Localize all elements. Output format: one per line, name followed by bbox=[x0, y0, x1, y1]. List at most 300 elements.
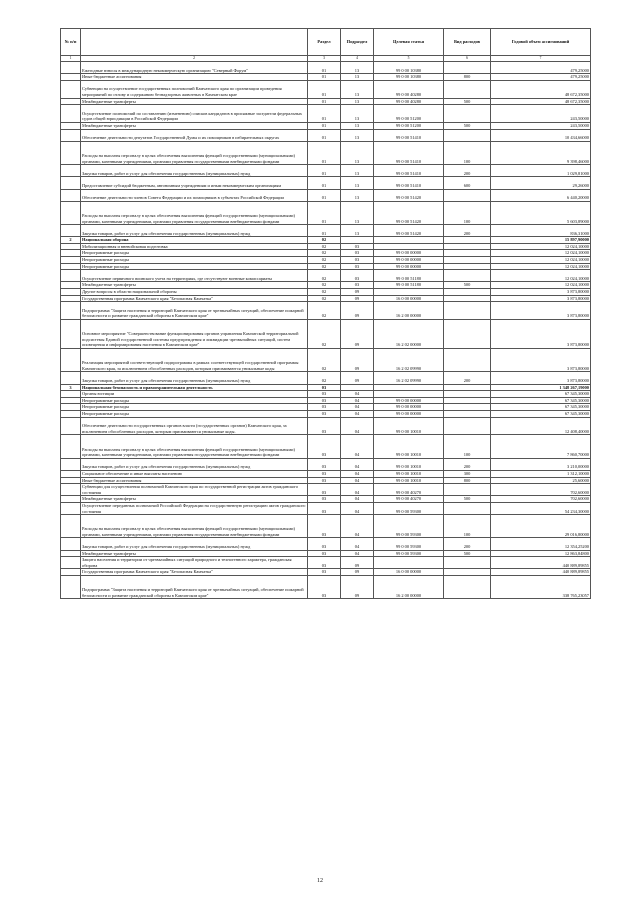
row-name: Непрограммные расходы bbox=[81, 257, 308, 264]
row-podrazdel: 04 bbox=[341, 435, 374, 458]
row-razdel: 03 bbox=[308, 576, 341, 599]
row-name: Межбюджетные трансферты bbox=[81, 550, 308, 557]
row-name: Обеспечение деятельности депутатов Государственной Думы и их помощников в избирательных округах bbox=[81, 129, 308, 141]
row-name: Межбюджетные трансферты bbox=[81, 122, 308, 129]
row-num bbox=[61, 243, 81, 250]
row-name: Обеспечение деятельности государственных органов власти (государственных органов) Камчатского края, за исключением обособленных расходов, которым присваиваются уникальные коды. bbox=[81, 417, 308, 435]
row-target-article: 16 2 02 00000 bbox=[374, 320, 444, 349]
row-expense-type: 500 bbox=[444, 122, 491, 129]
row-razdel: 03 bbox=[308, 557, 341, 569]
row-razdel: 02 bbox=[308, 257, 341, 264]
row-num bbox=[61, 435, 81, 458]
row-expense-type bbox=[444, 263, 491, 270]
row-podrazdel: 04 bbox=[341, 404, 374, 411]
row-expense-type bbox=[444, 397, 491, 404]
row-sum: 3 210,00000 bbox=[491, 458, 591, 470]
row-name: Подпрограмма "Защита населения и территорий Камчатского края от чрезвычайных ситуаций, обеспечение пожарной безопасности и развитие гражданской обороны в Камчатском крае" bbox=[81, 302, 308, 320]
row-podrazdel: 13 bbox=[341, 141, 374, 164]
row-expense-type: 800 bbox=[444, 477, 491, 484]
table-row bbox=[61, 165, 591, 177]
row-podrazdel: 09 bbox=[341, 557, 374, 569]
row-razdel: 03 bbox=[308, 391, 341, 398]
row-num bbox=[61, 165, 81, 177]
row-sum: 12 408,40000 bbox=[491, 417, 591, 435]
row-expense-type bbox=[444, 502, 491, 514]
row-expense-type: 500 bbox=[444, 550, 491, 557]
col-number: 2 bbox=[81, 56, 308, 62]
row-num bbox=[61, 569, 81, 576]
row-name: Непрограммные расходы bbox=[81, 250, 308, 257]
row-podrazdel: 13 bbox=[341, 98, 374, 105]
row-num bbox=[61, 257, 81, 264]
row-target-article: 99 0 00 40280 bbox=[374, 98, 444, 105]
row-name: Закупка товаров, работ и услуг для обеспечения государственных (муниципальных) нужд bbox=[81, 165, 308, 177]
row-name: Защита населения и территории от чрезвычайных ситуаций природного и техногенного характера, гражданская оборона bbox=[81, 557, 308, 569]
row-name: Обеспечение деятельности членов Совета Федерации и их помощников в субъектах Российской Федерации bbox=[81, 189, 308, 201]
row-razdel: 02 bbox=[308, 243, 341, 250]
table-row bbox=[61, 141, 591, 164]
row-target-article bbox=[374, 384, 444, 391]
row-name: Непрограммные расходы bbox=[81, 410, 308, 417]
row-podrazdel: 03 bbox=[341, 270, 374, 282]
table-row bbox=[61, 302, 591, 320]
table-row bbox=[61, 295, 591, 302]
row-name: Национальная безопасность и правоохранительная деятельность bbox=[81, 384, 308, 391]
row-podrazdel: 04 bbox=[341, 410, 374, 417]
row-podrazdel: 04 bbox=[341, 484, 374, 496]
row-num bbox=[61, 391, 81, 398]
table-row bbox=[61, 417, 591, 435]
table-row bbox=[61, 391, 591, 398]
row-razdel: 03 bbox=[308, 458, 341, 470]
row-target-article: 99 0 00 00000 bbox=[374, 250, 444, 257]
row-target-article: 99 0 00 10010 bbox=[374, 458, 444, 470]
row-sum: 3 873,80000 bbox=[491, 320, 591, 349]
row-target-article: 99 0 00 00000 bbox=[374, 397, 444, 404]
row-name: Закупка товаров, работ и услуг для обеспечения государственных (муниципальных) нужд bbox=[81, 538, 308, 550]
row-sum: 25,60000 bbox=[491, 477, 591, 484]
table-row bbox=[61, 435, 591, 458]
row-name: Государственная программа Камчатского края "Безопасная Камчатка" bbox=[81, 295, 308, 302]
row-expense-type: 100 bbox=[444, 201, 491, 224]
row-name: Социальное обеспечение и иные выплаты населению bbox=[81, 470, 308, 477]
row-razdel: 03 bbox=[308, 550, 341, 557]
row-num bbox=[61, 62, 81, 74]
row-target-article: 99 0 00 51410 bbox=[374, 129, 444, 141]
row-expense-type: 200 bbox=[444, 225, 491, 237]
row-name: Межбюджетные трансферты bbox=[81, 282, 308, 289]
row-podrazdel: 13 bbox=[341, 74, 374, 81]
row-expense-type: 500 bbox=[444, 98, 491, 105]
table-row bbox=[61, 349, 591, 372]
row-target-article: 99 0 00 51410 bbox=[374, 165, 444, 177]
row-target-article: 99 0 00 40270 bbox=[374, 484, 444, 496]
row-sum: 702,60000 bbox=[491, 484, 591, 496]
row-num bbox=[61, 105, 81, 123]
table-row bbox=[61, 410, 591, 417]
table-row bbox=[61, 484, 591, 496]
row-num: 2 bbox=[61, 237, 81, 244]
row-podrazdel: 13 bbox=[341, 62, 374, 74]
row-expense-type bbox=[444, 349, 491, 372]
row-podrazdel: 04 bbox=[341, 397, 374, 404]
row-expense-type: 500 bbox=[444, 282, 491, 289]
row-podrazdel: 04 bbox=[341, 538, 374, 550]
table-row bbox=[61, 201, 591, 224]
row-name: Закупка товаров, работ и услуг для обеспечения государственных (муниципальных) нужд bbox=[81, 372, 308, 384]
row-target-article: 16 2 00 00000 bbox=[374, 576, 444, 599]
row-name: Другие вопросы в области национальной обороны bbox=[81, 289, 308, 296]
table-row bbox=[61, 470, 591, 477]
row-num bbox=[61, 225, 81, 237]
table-body bbox=[61, 62, 591, 599]
row-podrazdel: 03 bbox=[341, 243, 374, 250]
header-target-article: Целевая статья bbox=[374, 29, 444, 56]
row-podrazdel: 04 bbox=[341, 417, 374, 435]
row-razdel: 02 bbox=[308, 302, 341, 320]
table-row bbox=[61, 557, 591, 569]
row-razdel: 01 bbox=[308, 189, 341, 201]
table-row bbox=[61, 372, 591, 384]
row-name: Субвенции на осуществление государственных полномочий Камчатского края по организации проведения мероприятий по отлову и содержанию безнадзорных животных в Камчатском крае bbox=[81, 80, 308, 98]
row-expense-type: 100 bbox=[444, 141, 491, 164]
table-row bbox=[61, 122, 591, 129]
col-number: 5 bbox=[374, 56, 444, 62]
table-row bbox=[61, 177, 591, 189]
row-name: Осуществление переданных полномочий Российской Федерации на государственную регистрацию актов гражданского состояния bbox=[81, 502, 308, 514]
row-sum: 67 345,30000 bbox=[491, 391, 591, 398]
row-sum: 67 345,30000 bbox=[491, 410, 591, 417]
row-target-article: 99 0 00 40270 bbox=[374, 496, 444, 503]
budget-table bbox=[60, 28, 591, 599]
row-razdel: 01 bbox=[308, 225, 341, 237]
row-podrazdel: 13 bbox=[341, 80, 374, 98]
row-podrazdel: 13 bbox=[341, 201, 374, 224]
row-razdel: 03 bbox=[308, 470, 341, 477]
table-row bbox=[61, 98, 591, 105]
row-num bbox=[61, 129, 81, 141]
header-row bbox=[61, 29, 591, 56]
row-razdel: 01 bbox=[308, 177, 341, 189]
row-target-article: 16 2 02 09990 bbox=[374, 349, 444, 372]
row-sum: 3 873,80000 bbox=[491, 302, 591, 320]
row-razdel: 03 bbox=[308, 435, 341, 458]
row-name: Основное мероприятие "Совершенствование функционирования органов управления Камчатской территориальной подсистемы Единой государственной системы предупреждения и ликвидации чрезвычайных ситуаций, систем оповещения и информирования населения в Камчатском крае" bbox=[81, 320, 308, 349]
row-podrazdel bbox=[341, 237, 374, 244]
row-expense-type: 800 bbox=[444, 74, 491, 81]
row-name: Межбюджетные трансферты bbox=[81, 98, 308, 105]
row-num: 3 bbox=[61, 384, 81, 391]
row-sum: 54 234,30000 bbox=[491, 502, 591, 514]
row-target-article: 16 0 00 00000 bbox=[374, 295, 444, 302]
row-num bbox=[61, 250, 81, 257]
row-name: Органы юстиции bbox=[81, 391, 308, 398]
col-number: 6 bbox=[444, 56, 491, 62]
row-sum: 29 016,80000 bbox=[491, 515, 591, 538]
row-target-article: 99 0 00 51200 bbox=[374, 105, 444, 123]
row-sum: 479,25000 bbox=[491, 62, 591, 74]
row-target-article bbox=[374, 243, 444, 250]
row-num bbox=[61, 496, 81, 503]
row-razdel: 03 bbox=[308, 410, 341, 417]
table-row bbox=[61, 243, 591, 250]
row-razdel: 01 bbox=[308, 105, 341, 123]
row-target-article: 99 0 00 59300 bbox=[374, 502, 444, 514]
row-sum: 3 873,80000 bbox=[491, 349, 591, 372]
row-razdel: 02 bbox=[308, 237, 341, 244]
col-number: 7 bbox=[491, 56, 591, 62]
row-num bbox=[61, 404, 81, 411]
row-podrazdel: 13 bbox=[341, 129, 374, 141]
row-razdel: 03 bbox=[308, 496, 341, 503]
row-target-article: 99 0 00 10010 bbox=[374, 477, 444, 484]
row-target-article: 99 0 00 00000 bbox=[374, 404, 444, 411]
row-sum: 1 348 267,19000 bbox=[491, 384, 591, 391]
row-sum: 1 029,81000 bbox=[491, 165, 591, 177]
row-expense-type bbox=[444, 250, 491, 257]
table-row bbox=[61, 320, 591, 349]
row-podrazdel: 13 bbox=[341, 122, 374, 129]
row-razdel: 01 bbox=[308, 74, 341, 81]
row-name: Закупка товаров, работ и услуг для обеспечения государственных (муниципальных) нужд bbox=[81, 458, 308, 470]
row-expense-type bbox=[444, 576, 491, 599]
table-row bbox=[61, 225, 591, 237]
table-row bbox=[61, 105, 591, 123]
row-name: Иные бюджетные ассигнования bbox=[81, 74, 308, 81]
row-target-article: 99 0 00 59300 bbox=[374, 515, 444, 538]
row-num bbox=[61, 470, 81, 477]
row-sum: 12 024,10000 bbox=[491, 282, 591, 289]
row-target-article: 99 0 00 10010 bbox=[374, 470, 444, 477]
row-sum: 479,25000 bbox=[491, 74, 591, 81]
row-expense-type: 200 bbox=[444, 538, 491, 550]
row-podrazdel: 13 bbox=[341, 177, 374, 189]
row-name: Межбюджетные трансферты bbox=[81, 496, 308, 503]
row-num bbox=[61, 270, 81, 282]
row-sum: 12 863,84800 bbox=[491, 550, 591, 557]
row-expense-type bbox=[444, 243, 491, 250]
row-razdel: 02 bbox=[308, 263, 341, 270]
table-row bbox=[61, 270, 591, 282]
row-target-article: 99 0 00 51420 bbox=[374, 225, 444, 237]
row-num bbox=[61, 122, 81, 129]
row-name: Непрограммные расходы bbox=[81, 397, 308, 404]
row-sum: 6 440,20000 bbox=[491, 189, 591, 201]
table-row bbox=[61, 189, 591, 201]
row-podrazdel: 03 bbox=[341, 250, 374, 257]
row-num bbox=[61, 141, 81, 164]
row-num bbox=[61, 320, 81, 349]
row-name: Осуществление первичного воинского учета на территориях, где отсутствуют военные комиссариаты bbox=[81, 270, 308, 282]
row-name: Предоставление субсидий бюджетным, автономным учреждениям и иным некоммерческим организациям bbox=[81, 177, 308, 189]
row-num bbox=[61, 80, 81, 98]
row-num bbox=[61, 302, 81, 320]
col-number: 3 bbox=[308, 56, 341, 62]
row-num bbox=[61, 189, 81, 201]
row-num bbox=[61, 477, 81, 484]
table-row bbox=[61, 263, 591, 270]
row-razdel: 01 bbox=[308, 80, 341, 98]
row-target-article: 99 0 00 10380 bbox=[374, 74, 444, 81]
table-row bbox=[61, 496, 591, 503]
row-name: Осуществление полномочий по составлению (изменению) списков кандидатов в присяжные заседатели федеральных судов общей юрисдикции в Российской Федерации bbox=[81, 105, 308, 123]
row-name: Реализация мероприятий соответствующей подпрограммы в рамках соответствующей государственной программы Камчатского края, за исключением обособленных расходов, которым присваиваются уникальные коды bbox=[81, 349, 308, 372]
row-target-article: 99 0 00 51180 bbox=[374, 282, 444, 289]
row-expense-type bbox=[444, 62, 491, 74]
row-expense-type: 100 bbox=[444, 515, 491, 538]
row-expense-type bbox=[444, 80, 491, 98]
row-name: Подпрограмма "Защита населения и территорий Камчатского края от чрезвычайных ситуаций, обеспечение пожарной безопасности и развитие гражданской обороны в Камчатском крае" bbox=[81, 576, 308, 599]
row-razdel: 01 bbox=[308, 129, 341, 141]
row-name: Непрограммные расходы bbox=[81, 404, 308, 411]
row-podrazdel: 04 bbox=[341, 391, 374, 398]
row-num bbox=[61, 98, 81, 105]
row-razdel: 02 bbox=[308, 270, 341, 282]
row-razdel: 03 bbox=[308, 515, 341, 538]
header-razdel: Раздел bbox=[308, 29, 341, 56]
row-podrazdel: 04 bbox=[341, 515, 374, 538]
row-num bbox=[61, 576, 81, 599]
row-razdel: 01 bbox=[308, 98, 341, 105]
row-expense-type bbox=[444, 391, 491, 398]
row-target-article: 16 0 00 00000 bbox=[374, 569, 444, 576]
table-row bbox=[61, 515, 591, 538]
row-razdel: 02 bbox=[308, 349, 341, 372]
row-target-article: 99 0 00 51410 bbox=[374, 177, 444, 189]
row-razdel: 03 bbox=[308, 417, 341, 435]
row-razdel: 02 bbox=[308, 289, 341, 296]
row-sum: 7 860,70000 bbox=[491, 435, 591, 458]
row-sum: 12 024,10000 bbox=[491, 257, 591, 264]
header-expense-type: Вид расходов bbox=[444, 29, 491, 56]
row-target-article: 99 0 00 40280 bbox=[374, 80, 444, 98]
header-annual-sum: Годовой объем ассигнований bbox=[491, 29, 591, 56]
row-podrazdel: 03 bbox=[341, 282, 374, 289]
row-razdel: 03 bbox=[308, 538, 341, 550]
row-sum: 67 345,30000 bbox=[491, 404, 591, 411]
row-razdel: 01 bbox=[308, 62, 341, 74]
row-podrazdel: 09 bbox=[341, 349, 374, 372]
row-razdel: 03 bbox=[308, 569, 341, 576]
row-expense-type bbox=[444, 484, 491, 496]
table-row bbox=[61, 397, 591, 404]
row-razdel: 03 bbox=[308, 484, 341, 496]
row-expense-type: 300 bbox=[444, 470, 491, 477]
row-num bbox=[61, 289, 81, 296]
row-name: Мобилизационная и вневойсковая подготовка bbox=[81, 243, 308, 250]
row-podrazdel: 04 bbox=[341, 496, 374, 503]
row-expense-type bbox=[444, 237, 491, 244]
table-row bbox=[61, 289, 591, 296]
row-podrazdel: 03 bbox=[341, 263, 374, 270]
row-num bbox=[61, 177, 81, 189]
row-name: Непрограммные расходы bbox=[81, 263, 308, 270]
row-razdel: 03 bbox=[308, 397, 341, 404]
table-row bbox=[61, 129, 591, 141]
row-expense-type bbox=[444, 270, 491, 282]
row-name: Закупка товаров, работ и услуг для обеспечения государственных (муниципальных) нужд bbox=[81, 225, 308, 237]
row-expense-type bbox=[444, 410, 491, 417]
row-razdel: 02 bbox=[308, 372, 341, 384]
header-name bbox=[81, 29, 308, 56]
row-sum: 48 672,35000 bbox=[491, 98, 591, 105]
col-number: 1 bbox=[61, 56, 81, 62]
row-sum: 12 024,10000 bbox=[491, 243, 591, 250]
row-num bbox=[61, 502, 81, 514]
table-row bbox=[61, 80, 591, 98]
row-name: Расходы на выплаты персоналу в целях обеспечения выполнения функций государственными (муниципальными) органами, казенными учреждениями, органами управления государственными внебюджетными фондами bbox=[81, 141, 308, 164]
row-podrazdel: 04 bbox=[341, 458, 374, 470]
row-num bbox=[61, 349, 81, 372]
row-sum: 15 897,90000 bbox=[491, 237, 591, 244]
row-num bbox=[61, 484, 81, 496]
table-row bbox=[61, 569, 591, 576]
table-row bbox=[61, 502, 591, 514]
table-row bbox=[61, 237, 591, 244]
row-sum: 9 398,46000 bbox=[491, 141, 591, 164]
row-podrazdel: 03 bbox=[341, 257, 374, 264]
row-razdel: 02 bbox=[308, 320, 341, 349]
row-target-article: 16 2 00 00000 bbox=[374, 302, 444, 320]
table-row bbox=[61, 74, 591, 81]
row-sum: 3 873,80000 bbox=[491, 295, 591, 302]
row-razdel: 02 bbox=[308, 295, 341, 302]
row-sum: 12 024,10000 bbox=[491, 263, 591, 270]
row-target-article bbox=[374, 391, 444, 398]
row-sum: 836,31000 bbox=[491, 225, 591, 237]
row-expense-type: 600 bbox=[444, 177, 491, 189]
row-sum: 12 024,10000 bbox=[491, 250, 591, 257]
row-expense-type bbox=[444, 257, 491, 264]
row-sum: 5 603,89000 bbox=[491, 201, 591, 224]
row-num bbox=[61, 458, 81, 470]
row-sum: 12 024,10000 bbox=[491, 270, 591, 282]
row-expense-type bbox=[444, 417, 491, 435]
row-podrazdel bbox=[341, 384, 374, 391]
row-sum: 440 889,89855 bbox=[491, 557, 591, 569]
row-target-article: 16 2 02 09990 bbox=[374, 372, 444, 384]
row-podrazdel: 04 bbox=[341, 470, 374, 477]
row-sum: 48 672,35000 bbox=[491, 80, 591, 98]
header-num: № п/п bbox=[61, 29, 81, 56]
row-expense-type bbox=[444, 189, 491, 201]
row-podrazdel: 13 bbox=[341, 225, 374, 237]
row-num bbox=[61, 550, 81, 557]
row-expense-type bbox=[444, 129, 491, 141]
row-target-article: 99 0 00 51420 bbox=[374, 201, 444, 224]
row-name: Расходы на выплаты персоналу в целях обеспечения выполнения функций государственными (муниципальными) органами, казенными учреждениями, органами управления государственными внебюджетными фондами bbox=[81, 515, 308, 538]
row-razdel: 03 bbox=[308, 477, 341, 484]
row-name: Государственная программа Камчатского края "Безопасная Камчатка" bbox=[81, 569, 308, 576]
header-podrazdel: Подраздел bbox=[341, 29, 374, 56]
row-razdel: 03 bbox=[308, 384, 341, 391]
row-target-article: 99 0 00 00000 bbox=[374, 257, 444, 264]
table-row bbox=[61, 576, 591, 599]
row-target-article: 99 0 00 59300 bbox=[374, 538, 444, 550]
row-expense-type bbox=[444, 557, 491, 569]
table-row bbox=[61, 257, 591, 264]
row-podrazdel: 04 bbox=[341, 502, 374, 514]
row-expense-type: 200 bbox=[444, 165, 491, 177]
row-target-article: 99 0 00 00000 bbox=[374, 263, 444, 270]
row-name: Ежегодные взносы в международную некоммерческую организацию "Северный Форум" bbox=[81, 62, 308, 74]
row-num bbox=[61, 282, 81, 289]
table-row bbox=[61, 250, 591, 257]
row-num bbox=[61, 410, 81, 417]
row-target-article bbox=[374, 237, 444, 244]
row-podrazdel: 09 bbox=[341, 372, 374, 384]
row-podrazdel: 13 bbox=[341, 105, 374, 123]
